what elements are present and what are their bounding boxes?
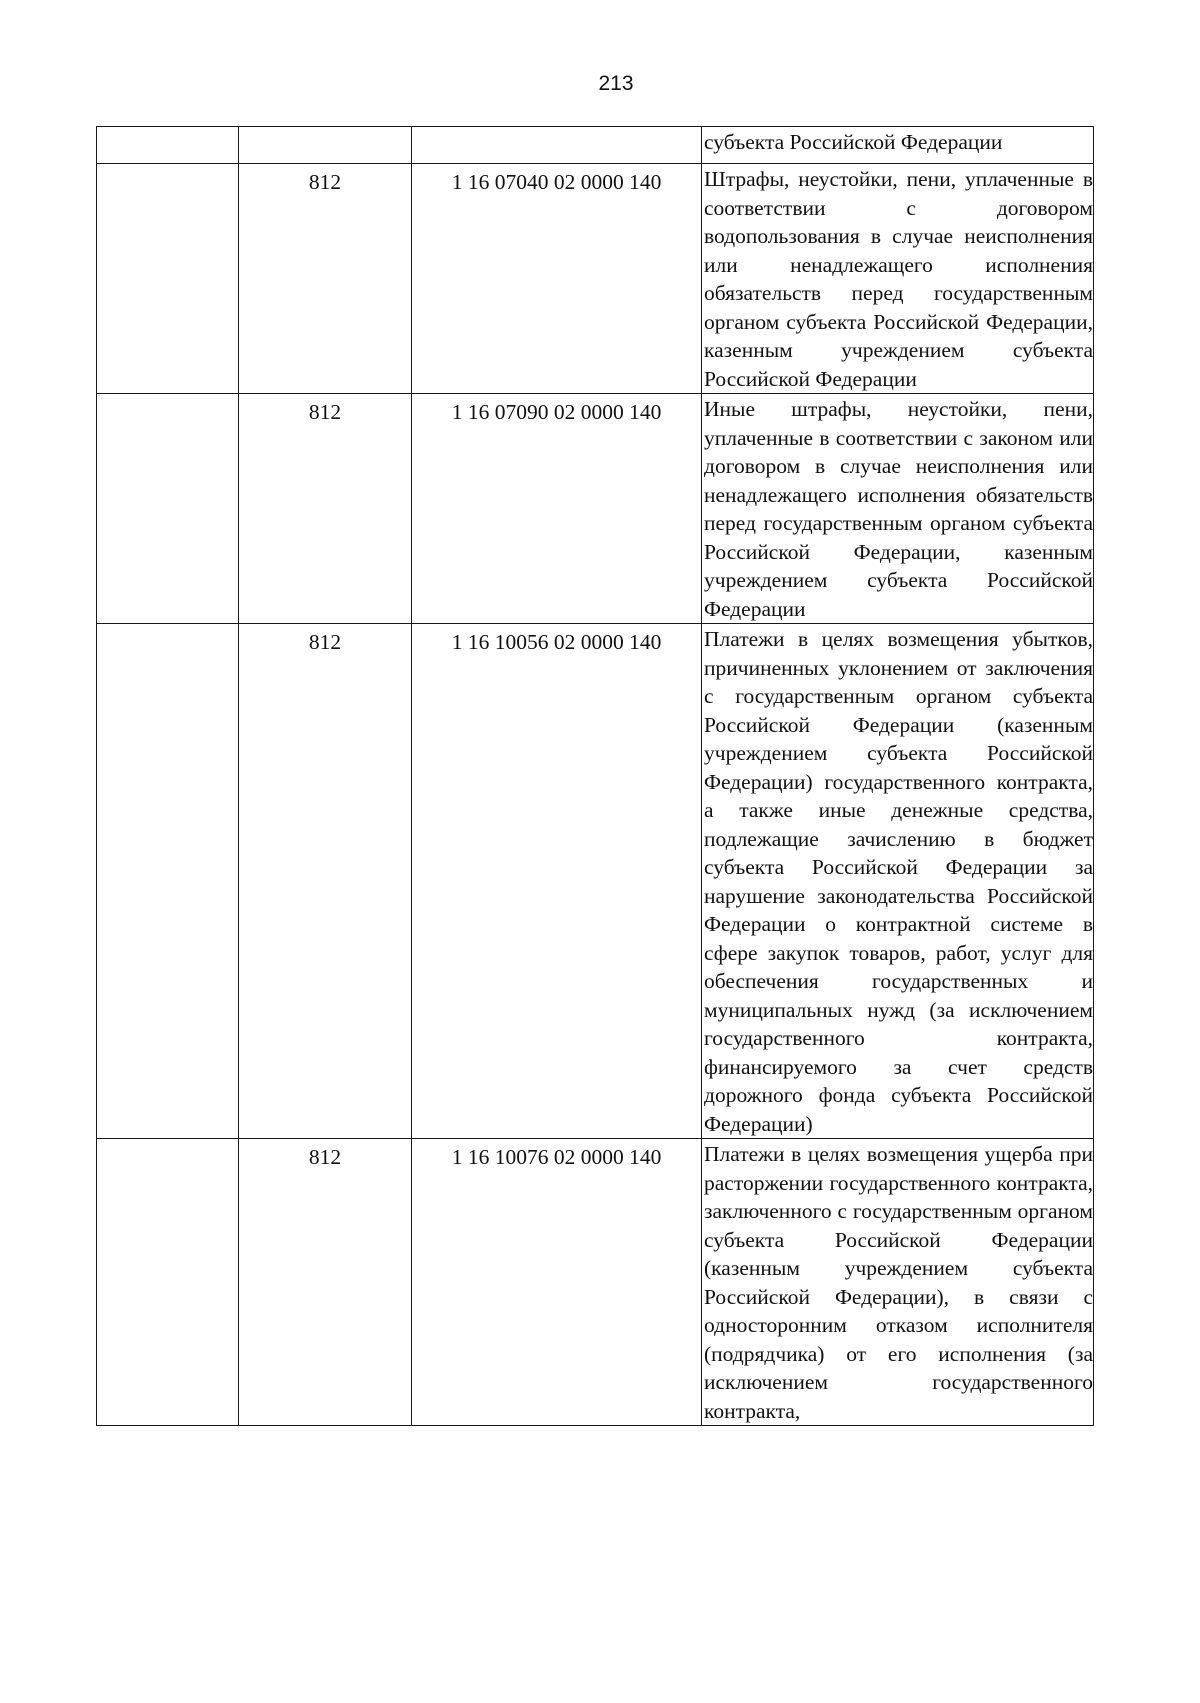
table-row	[97, 164, 1094, 394]
admin-code-cell: 812	[239, 624, 412, 1139]
row-number-cell	[97, 164, 239, 394]
description-cell: Штрафы, неустойки, пени, уплаченные в соответствии с договором водопользования в случае неисполнения или ненадлежащего исполнения обязательств перед государственным органом субъекта Российской Федерации, казенным учреждением субъекта Российской Федерации	[702, 164, 1094, 394]
admin-code-cell: 812	[239, 394, 412, 624]
kbk-code-cell: 1 16 07090 02 0000 140	[412, 394, 702, 624]
description-cell: Иные штрафы, неустойки, пени, уплаченные в соответствии с законом или договором в случае неисполнения или ненадлежащего исполнения обязательств перед государственным органом субъекта Российской Федерации, казенным учреждением субъекта Российской Федерации	[702, 394, 1094, 624]
revenue-codes-table	[96, 126, 1094, 1426]
row-number-cell	[97, 394, 239, 624]
admin-code-cell	[239, 127, 412, 164]
page-number: 213	[598, 72, 634, 95]
kbk-code-cell	[412, 127, 702, 164]
table-row	[97, 1139, 1094, 1426]
kbk-code-cell: 1 16 10076 02 0000 140	[412, 1139, 702, 1426]
kbk-code-cell: 1 16 10056 02 0000 140	[412, 624, 702, 1139]
description-cell: субъекта Российской Федерации	[702, 127, 1094, 164]
description-cell: Платежи в целях возмещения убытков, причиненных уклонением от заключения с государственным органом субъекта Российской Федерации (казенным учреждением субъекта Российской Федерации) государственного контракта, а также иные денежные средства, подлежащие зачислению в бюджет субъекта Российской Федерации за нарушение законодательства Российской Федерации о контрактной системе в сфере закупок товаров, работ, услуг для обеспечения государственных и муниципальных нужд (за исключением государственного контракта, финансируемого за счет средств дорожного фонда субъекта Российской Федерации)	[702, 624, 1094, 1139]
row-number-cell	[97, 1139, 239, 1426]
table-row	[97, 624, 1094, 1139]
row-number-cell	[97, 624, 239, 1139]
admin-code-cell: 812	[239, 1139, 412, 1426]
description-cell: Платежи в целях возмещения ущерба при расторжении государственного контракта, заключенного с государственным органом субъекта Российской Федерации (казенным учреждением субъекта Российской Федерации), в связи с односторонним отказом исполнителя (подрядчика) от его исполнения (за исключением государственного контракта,	[702, 1139, 1094, 1426]
table-row	[97, 394, 1094, 624]
table-row	[97, 127, 1094, 164]
row-number-cell	[97, 127, 239, 164]
kbk-code-cell: 1 16 07040 02 0000 140	[412, 164, 702, 394]
admin-code-cell: 812	[239, 164, 412, 394]
